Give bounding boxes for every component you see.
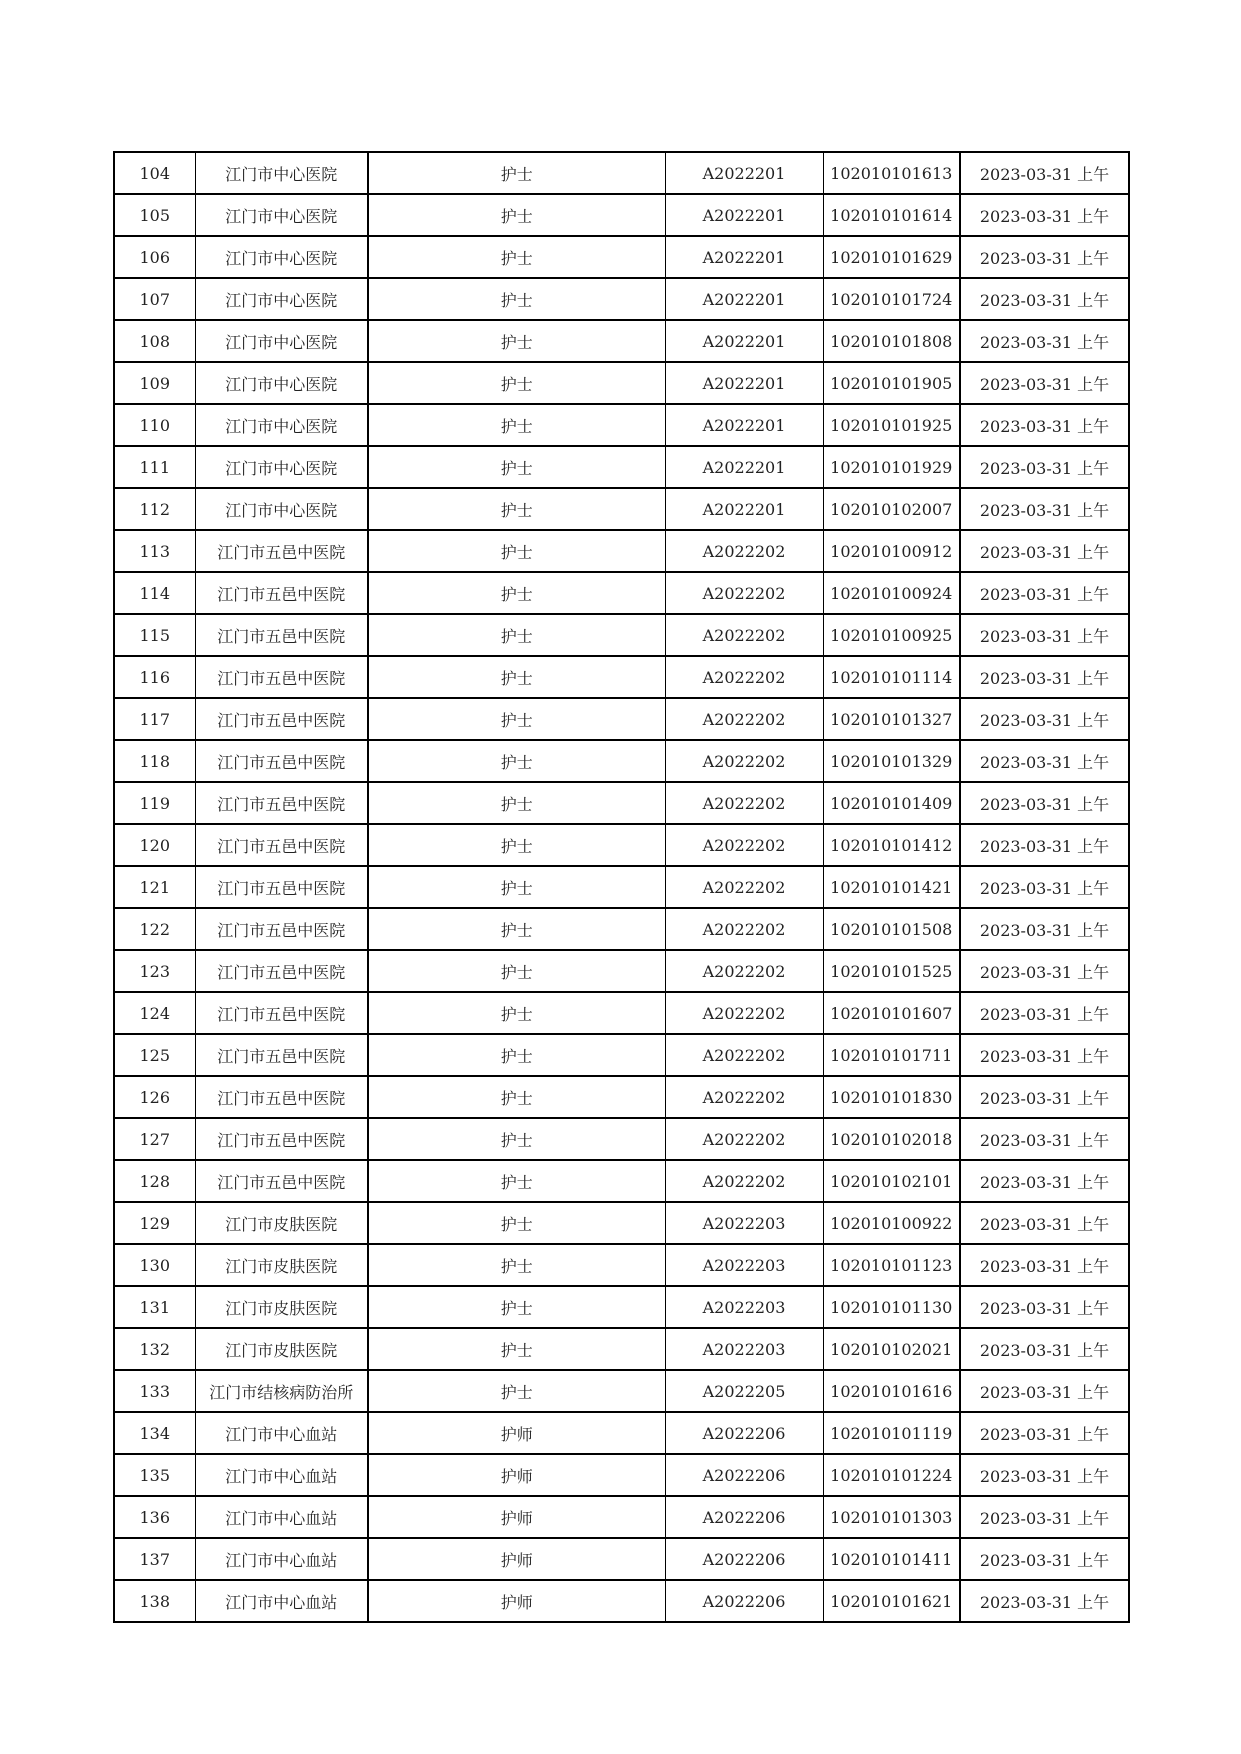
employer-cell: 江门市中心医院 xyxy=(195,152,368,194)
employer-cell: 江门市五邑中医院 xyxy=(195,866,368,908)
position-code-cell: A2022202 xyxy=(665,1118,823,1160)
exam-time-cell: 2023-03-31 上午 xyxy=(960,1118,1129,1160)
employer-cell: 江门市皮肤医院 xyxy=(195,1244,368,1286)
exam-ticket-number-cell: 102010101329 xyxy=(823,740,960,782)
position-code-cell: A2022206 xyxy=(665,1454,823,1496)
row-number-cell: 138 xyxy=(114,1580,195,1622)
row-number-cell: 121 xyxy=(114,866,195,908)
exam-ticket-number-cell: 102010101224 xyxy=(823,1454,960,1496)
position-code-cell: A2022206 xyxy=(665,1412,823,1454)
employer-cell: 江门市中心血站 xyxy=(195,1538,368,1580)
row-number-cell: 122 xyxy=(114,908,195,950)
position-code-cell: A2022201 xyxy=(665,278,823,320)
row-number-cell: 133 xyxy=(114,1370,195,1412)
position-code-cell: A2022201 xyxy=(665,236,823,278)
table-row xyxy=(114,278,1129,320)
position-code-cell: A2022202 xyxy=(665,824,823,866)
exam-ticket-number-cell: 102010102018 xyxy=(823,1118,960,1160)
exam-ticket-number-cell: 102010101327 xyxy=(823,698,960,740)
position-code-cell: A2022202 xyxy=(665,950,823,992)
table-row xyxy=(114,908,1129,950)
employer-cell: 江门市五邑中医院 xyxy=(195,1118,368,1160)
position-cell: 护士 xyxy=(368,446,665,488)
position-cell: 护师 xyxy=(368,1496,665,1538)
position-cell: 护士 xyxy=(368,404,665,446)
table-row xyxy=(114,1328,1129,1370)
position-cell: 护师 xyxy=(368,1538,665,1580)
row-number-cell: 130 xyxy=(114,1244,195,1286)
exam-time-cell: 2023-03-31 上午 xyxy=(960,1454,1129,1496)
exam-time-cell: 2023-03-31 上午 xyxy=(960,446,1129,488)
table-row xyxy=(114,404,1129,446)
position-code-cell: A2022202 xyxy=(665,1160,823,1202)
exam-time-cell: 2023-03-31 上午 xyxy=(960,1202,1129,1244)
row-number-cell: 128 xyxy=(114,1160,195,1202)
table-row xyxy=(114,362,1129,404)
exam-time-cell: 2023-03-31 上午 xyxy=(960,320,1129,362)
position-cell: 护士 xyxy=(368,1118,665,1160)
exam-time-cell: 2023-03-31 上午 xyxy=(960,530,1129,572)
row-number-cell: 120 xyxy=(114,824,195,866)
row-number-cell: 107 xyxy=(114,278,195,320)
table-row xyxy=(114,194,1129,236)
row-number-cell: 135 xyxy=(114,1454,195,1496)
employer-cell: 江门市中心医院 xyxy=(195,446,368,488)
employer-cell: 江门市中心医院 xyxy=(195,320,368,362)
employer-cell: 江门市皮肤医院 xyxy=(195,1202,368,1244)
row-number-cell: 137 xyxy=(114,1538,195,1580)
position-cell: 护士 xyxy=(368,992,665,1034)
exam-time-cell: 2023-03-31 上午 xyxy=(960,908,1129,950)
exam-ticket-number-cell: 102010101929 xyxy=(823,446,960,488)
exam-ticket-number-cell: 102010100924 xyxy=(823,572,960,614)
table-row xyxy=(114,698,1129,740)
employer-cell: 江门市五邑中医院 xyxy=(195,530,368,572)
exam-ticket-number-cell: 102010101808 xyxy=(823,320,960,362)
position-code-cell: A2022202 xyxy=(665,1034,823,1076)
row-number-cell: 125 xyxy=(114,1034,195,1076)
table-row xyxy=(114,614,1129,656)
employer-cell: 江门市中心血站 xyxy=(195,1496,368,1538)
table-row xyxy=(114,488,1129,530)
exam-time-cell: 2023-03-31 上午 xyxy=(960,1286,1129,1328)
exam-ticket-number-cell: 102010101614 xyxy=(823,194,960,236)
exam-time-cell: 2023-03-31 上午 xyxy=(960,1328,1129,1370)
row-number-cell: 116 xyxy=(114,656,195,698)
position-code-cell: A2022202 xyxy=(665,1076,823,1118)
exam-ticket-number-cell: 102010101925 xyxy=(823,404,960,446)
exam-time-cell: 2023-03-31 上午 xyxy=(960,782,1129,824)
exam-ticket-number-cell: 102010101724 xyxy=(823,278,960,320)
exam-time-cell: 2023-03-31 上午 xyxy=(960,1076,1129,1118)
row-number-cell: 111 xyxy=(114,446,195,488)
exam-time-cell: 2023-03-31 上午 xyxy=(960,992,1129,1034)
exam-time-cell: 2023-03-31 上午 xyxy=(960,950,1129,992)
position-cell: 护士 xyxy=(368,152,665,194)
employer-cell: 江门市五邑中医院 xyxy=(195,908,368,950)
employer-cell: 江门市五邑中医院 xyxy=(195,1034,368,1076)
row-number-cell: 129 xyxy=(114,1202,195,1244)
row-number-cell: 117 xyxy=(114,698,195,740)
position-code-cell: A2022202 xyxy=(665,698,823,740)
exam-ticket-number-cell: 102010101421 xyxy=(823,866,960,908)
row-number-cell: 115 xyxy=(114,614,195,656)
position-cell: 护士 xyxy=(368,1328,665,1370)
row-number-cell: 109 xyxy=(114,362,195,404)
exam-time-cell: 2023-03-31 上午 xyxy=(960,152,1129,194)
exam-time-cell: 2023-03-31 上午 xyxy=(960,698,1129,740)
row-number-cell: 112 xyxy=(114,488,195,530)
exam-time-cell: 2023-03-31 上午 xyxy=(960,1580,1129,1622)
employer-cell: 江门市五邑中医院 xyxy=(195,572,368,614)
exam-ticket-number-cell: 102010102021 xyxy=(823,1328,960,1370)
row-number-cell: 131 xyxy=(114,1286,195,1328)
table-row xyxy=(114,320,1129,362)
table-row xyxy=(114,1370,1129,1412)
row-number-cell: 123 xyxy=(114,950,195,992)
position-code-cell: A2022206 xyxy=(665,1580,823,1622)
exam-time-cell: 2023-03-31 上午 xyxy=(960,572,1129,614)
exam-time-cell: 2023-03-31 上午 xyxy=(960,488,1129,530)
row-number-cell: 124 xyxy=(114,992,195,1034)
table-row xyxy=(114,1160,1129,1202)
position-cell: 护士 xyxy=(368,908,665,950)
position-code-cell: A2022201 xyxy=(665,152,823,194)
row-number-cell: 104 xyxy=(114,152,195,194)
employer-cell: 江门市五邑中医院 xyxy=(195,656,368,698)
table-row xyxy=(114,1076,1129,1118)
exam-time-cell: 2023-03-31 上午 xyxy=(960,740,1129,782)
employer-cell: 江门市五邑中医院 xyxy=(195,824,368,866)
row-number-cell: 106 xyxy=(114,236,195,278)
employer-cell: 江门市五邑中医院 xyxy=(195,614,368,656)
exam-time-cell: 2023-03-31 上午 xyxy=(960,1412,1129,1454)
position-cell: 护士 xyxy=(368,1370,665,1412)
position-code-cell: A2022201 xyxy=(665,446,823,488)
position-cell: 护士 xyxy=(368,236,665,278)
table-row xyxy=(114,1286,1129,1328)
exam-ticket-number-cell: 102010101629 xyxy=(823,236,960,278)
position-cell: 护士 xyxy=(368,194,665,236)
exam-ticket-number-cell: 102010102101 xyxy=(823,1160,960,1202)
position-code-cell: A2022202 xyxy=(665,866,823,908)
position-code-cell: A2022206 xyxy=(665,1538,823,1580)
exam-ticket-number-cell: 102010101616 xyxy=(823,1370,960,1412)
table-row xyxy=(114,782,1129,824)
position-code-cell: A2022202 xyxy=(665,572,823,614)
row-number-cell: 134 xyxy=(114,1412,195,1454)
employer-cell: 江门市中心血站 xyxy=(195,1412,368,1454)
exam-ticket-number-cell: 102010100925 xyxy=(823,614,960,656)
position-code-cell: A2022202 xyxy=(665,782,823,824)
exam-ticket-number-cell: 102010102007 xyxy=(823,488,960,530)
position-code-cell: A2022202 xyxy=(665,614,823,656)
candidate-table xyxy=(113,151,1130,1623)
position-cell: 护士 xyxy=(368,866,665,908)
employer-cell: 江门市中心医院 xyxy=(195,236,368,278)
exam-ticket-number-cell: 102010101114 xyxy=(823,656,960,698)
exam-ticket-number-cell: 102010101119 xyxy=(823,1412,960,1454)
employer-cell: 江门市皮肤医院 xyxy=(195,1328,368,1370)
exam-ticket-number-cell: 102010101830 xyxy=(823,1076,960,1118)
position-cell: 护士 xyxy=(368,698,665,740)
exam-ticket-number-cell: 102010101409 xyxy=(823,782,960,824)
position-cell: 护士 xyxy=(368,362,665,404)
row-number-cell: 114 xyxy=(114,572,195,614)
table-row xyxy=(114,1454,1129,1496)
table-row xyxy=(114,236,1129,278)
position-code-cell: A2022202 xyxy=(665,908,823,950)
exam-ticket-number-cell: 102010101905 xyxy=(823,362,960,404)
position-cell: 护士 xyxy=(368,1076,665,1118)
position-cell: 护士 xyxy=(368,824,665,866)
table-row xyxy=(114,992,1129,1034)
position-cell: 护士 xyxy=(368,1034,665,1076)
table-row xyxy=(114,950,1129,992)
exam-time-cell: 2023-03-31 上午 xyxy=(960,1160,1129,1202)
employer-cell: 江门市五邑中医院 xyxy=(195,698,368,740)
exam-time-cell: 2023-03-31 上午 xyxy=(960,278,1129,320)
position-cell: 护士 xyxy=(368,488,665,530)
position-code-cell: A2022202 xyxy=(665,530,823,572)
exam-ticket-number-cell: 102010101303 xyxy=(823,1496,960,1538)
table-row xyxy=(114,824,1129,866)
exam-ticket-number-cell: 102010101411 xyxy=(823,1538,960,1580)
exam-ticket-number-cell: 102010101613 xyxy=(823,152,960,194)
position-cell: 护士 xyxy=(368,1160,665,1202)
table-row xyxy=(114,740,1129,782)
row-number-cell: 113 xyxy=(114,530,195,572)
exam-ticket-number-cell: 102010101607 xyxy=(823,992,960,1034)
employer-cell: 江门市中心医院 xyxy=(195,194,368,236)
position-code-cell: A2022205 xyxy=(665,1370,823,1412)
employer-cell: 江门市中心医院 xyxy=(195,488,368,530)
table-row xyxy=(114,1496,1129,1538)
exam-time-cell: 2023-03-31 上午 xyxy=(960,236,1129,278)
position-cell: 护士 xyxy=(368,656,665,698)
row-number-cell: 126 xyxy=(114,1076,195,1118)
position-code-cell: A2022201 xyxy=(665,320,823,362)
exam-time-cell: 2023-03-31 上午 xyxy=(960,656,1129,698)
table-row xyxy=(114,1244,1129,1286)
position-cell: 护士 xyxy=(368,1202,665,1244)
position-code-cell: A2022203 xyxy=(665,1286,823,1328)
row-number-cell: 136 xyxy=(114,1496,195,1538)
position-cell: 护师 xyxy=(368,1454,665,1496)
exam-time-cell: 2023-03-31 上午 xyxy=(960,824,1129,866)
position-cell: 护师 xyxy=(368,1580,665,1622)
exam-ticket-number-cell: 102010101123 xyxy=(823,1244,960,1286)
row-number-cell: 110 xyxy=(114,404,195,446)
position-code-cell: A2022203 xyxy=(665,1244,823,1286)
row-number-cell: 105 xyxy=(114,194,195,236)
table-row xyxy=(114,152,1129,194)
exam-time-cell: 2023-03-31 上午 xyxy=(960,1496,1129,1538)
exam-ticket-number-cell: 102010101412 xyxy=(823,824,960,866)
position-cell: 护士 xyxy=(368,740,665,782)
exam-ticket-number-cell: 102010101621 xyxy=(823,1580,960,1622)
table-row xyxy=(114,446,1129,488)
row-number-cell: 127 xyxy=(114,1118,195,1160)
table-row xyxy=(114,1412,1129,1454)
employer-cell: 江门市中心医院 xyxy=(195,362,368,404)
employer-cell: 江门市五邑中医院 xyxy=(195,1160,368,1202)
table-row xyxy=(114,1580,1129,1622)
position-code-cell: A2022201 xyxy=(665,362,823,404)
exam-time-cell: 2023-03-31 上午 xyxy=(960,1244,1129,1286)
position-cell: 护士 xyxy=(368,278,665,320)
position-cell: 护士 xyxy=(368,1286,665,1328)
employer-cell: 江门市中心血站 xyxy=(195,1580,368,1622)
position-code-cell: A2022203 xyxy=(665,1202,823,1244)
position-cell: 护士 xyxy=(368,782,665,824)
employer-cell: 江门市中心医院 xyxy=(195,278,368,320)
exam-ticket-number-cell: 102010100912 xyxy=(823,530,960,572)
position-code-cell: A2022203 xyxy=(665,1328,823,1370)
table-body xyxy=(114,152,1129,1622)
exam-time-cell: 2023-03-31 上午 xyxy=(960,194,1129,236)
employer-cell: 江门市五邑中医院 xyxy=(195,992,368,1034)
employer-cell: 江门市中心血站 xyxy=(195,1454,368,1496)
employer-cell: 江门市皮肤医院 xyxy=(195,1286,368,1328)
position-code-cell: A2022201 xyxy=(665,194,823,236)
exam-time-cell: 2023-03-31 上午 xyxy=(960,1370,1129,1412)
table-row xyxy=(114,530,1129,572)
row-number-cell: 132 xyxy=(114,1328,195,1370)
table-row xyxy=(114,572,1129,614)
row-number-cell: 118 xyxy=(114,740,195,782)
row-number-cell: 119 xyxy=(114,782,195,824)
table-row xyxy=(114,866,1129,908)
position-cell: 护师 xyxy=(368,1412,665,1454)
table-row xyxy=(114,656,1129,698)
employer-cell: 江门市五邑中医院 xyxy=(195,740,368,782)
exam-ticket-number-cell: 102010101130 xyxy=(823,1286,960,1328)
table-row xyxy=(114,1538,1129,1580)
exam-time-cell: 2023-03-31 上午 xyxy=(960,1538,1129,1580)
position-code-cell: A2022202 xyxy=(665,656,823,698)
exam-ticket-number-cell: 102010101525 xyxy=(823,950,960,992)
table-row xyxy=(114,1118,1129,1160)
table-row xyxy=(114,1202,1129,1244)
position-code-cell: A2022206 xyxy=(665,1496,823,1538)
employer-cell: 江门市五邑中医院 xyxy=(195,950,368,992)
position-cell: 护士 xyxy=(368,572,665,614)
employer-cell: 江门市五邑中医院 xyxy=(195,782,368,824)
exam-time-cell: 2023-03-31 上午 xyxy=(960,614,1129,656)
exam-time-cell: 2023-03-31 上午 xyxy=(960,866,1129,908)
exam-ticket-number-cell: 102010101508 xyxy=(823,908,960,950)
exam-ticket-number-cell: 102010100922 xyxy=(823,1202,960,1244)
table-row xyxy=(114,1034,1129,1076)
position-code-cell: A2022201 xyxy=(665,404,823,446)
position-code-cell: A2022201 xyxy=(665,488,823,530)
position-code-cell: A2022202 xyxy=(665,992,823,1034)
exam-time-cell: 2023-03-31 上午 xyxy=(960,1034,1129,1076)
exam-ticket-number-cell: 102010101711 xyxy=(823,1034,960,1076)
position-cell: 护士 xyxy=(368,530,665,572)
exam-time-cell: 2023-03-31 上午 xyxy=(960,362,1129,404)
employer-cell: 江门市五邑中医院 xyxy=(195,1076,368,1118)
row-number-cell: 108 xyxy=(114,320,195,362)
position-cell: 护士 xyxy=(368,1244,665,1286)
employer-cell: 江门市中心医院 xyxy=(195,404,368,446)
position-code-cell: A2022202 xyxy=(665,740,823,782)
exam-time-cell: 2023-03-31 上午 xyxy=(960,404,1129,446)
employer-cell: 江门市结核病防治所 xyxy=(195,1370,368,1412)
position-cell: 护士 xyxy=(368,320,665,362)
position-cell: 护士 xyxy=(368,614,665,656)
position-cell: 护士 xyxy=(368,950,665,992)
